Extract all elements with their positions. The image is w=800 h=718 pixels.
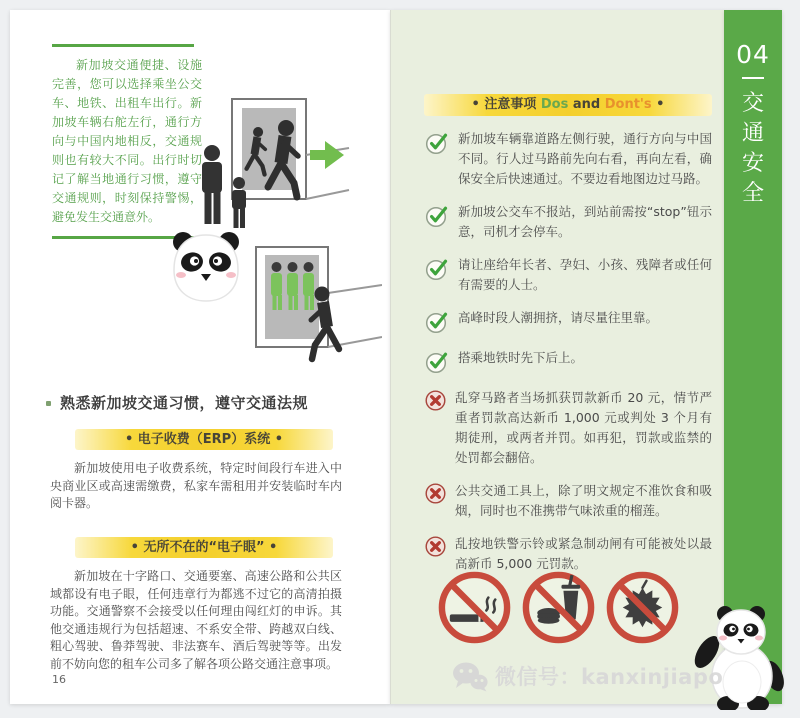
camera-heading: • 无所不在的“电子眼” • — [75, 537, 333, 558]
section-title: 熟悉新加坡交通习惯，遵守交通法规 — [46, 392, 308, 413]
camera-paragraph: 新加坡在十字路口、交通要塞、高速公路和公共区域都设有电子眼，任何违章行为都逃不过它的高清拍摄功能。交通警察不会接受以任何理由闯红灯的申诉。其他交通违规行为包括超速、不系安全带、跨越双白线、粗心驾驶、鲁莽驾驶、非法赛车、酒后驾驶等等。出发前不妨向您的租车公司多了解各项公路交通注意事项。 — [50, 569, 342, 671]
list-item-do: 高峰时段人潮拥挤，请尽量往里靠。 — [424, 308, 712, 335]
list-item-dont: 乱按地铁警示铃或紧急制动闸有可能被处以最高新币 5,000 元罚款。 — [424, 534, 712, 574]
check-circle-icon — [424, 256, 450, 282]
list-item-do: 搭乘地铁时先下后上。 — [424, 348, 712, 375]
cross-circle-icon — [424, 482, 447, 505]
page-number: 16 — [52, 673, 66, 686]
arrow-right-icon — [310, 141, 344, 169]
intro-paragraph: 新加坡交通便捷、设施完善，您可以选择乘坐公交车、地铁、出租车出行。新加坡车辆右舵左行，通行方向与中国内地相反，交通规则也有较大不同。出行时切记了解当地通行习惯，遵守交通规则，时刻保持警惕，避免发生交通意外。 — [52, 58, 202, 224]
chapter-title-char: 安 — [741, 151, 764, 176]
list-item-do: 新加坡公交车不报站，到站前需按“stop”钮示意，司机才会停车。 — [424, 202, 712, 242]
erp-heading: • 电子收费（ERP）系统 • — [75, 429, 333, 450]
wechat-watermark: 微信号：kanxinjiapo — [452, 660, 723, 692]
cross-circle-icon — [424, 389, 447, 412]
dos-donts-heading: • 注意事项 Dos and Dont's • — [424, 94, 712, 116]
check-circle-icon — [424, 309, 450, 335]
list-item-dont: 乱穿马路者当场抓获罚款新币 20 元，情节严重者罚款高达新币 1,000 元或判处 3 个月有期徒刑，或两者并罚。如再犯，罚款或监禁的处罚都会翻倍。 — [424, 388, 712, 468]
check-circle-icon — [424, 349, 450, 375]
exit-door-pictogram-icon — [198, 95, 350, 229]
no-durian-icon — [603, 568, 682, 647]
chapter-title-char: 全 — [741, 181, 764, 206]
no-smoking-icon — [435, 568, 514, 647]
panda-mascot — [686, 604, 796, 710]
tab-divider — [742, 77, 764, 79]
chapter-tab — [724, 10, 782, 704]
check-circle-icon — [424, 203, 450, 229]
chapter-number: 04 — [736, 40, 770, 69]
list-item-do: 新加坡车辆靠道路左侧行驶，通行方向与中国不同。行人过马路前先向右看，再向左看，确保安全后快速通过。不要边看地图边过马路。 — [424, 129, 712, 189]
prohibition-icons-row — [435, 568, 682, 647]
boarding-door-pictogram-icon — [240, 243, 382, 365]
wechat-icon — [452, 660, 488, 692]
no-food-drink-icon — [519, 568, 598, 647]
panda-head-mascot — [168, 230, 244, 302]
list-item-do: 请让座给年长者、孕妇、小孩、残障者或任何有需要的人士。 — [424, 255, 712, 295]
list-item-dont: 公共交通工具上，除了明文规定不准饮食和吸烟，同时也不准携带气味浓重的榴莲。 — [424, 481, 712, 521]
right-page — [390, 10, 725, 704]
check-circle-icon — [424, 130, 450, 156]
bullet-icon — [46, 401, 51, 406]
chapter-title-char: 交 — [741, 91, 764, 116]
erp-paragraph: 新加坡使用电子收费系统，特定时间段行车进入中央商业区或高速需缴费，私家车需租用并安装临时车内阅卡器。 — [50, 461, 342, 510]
left-page — [10, 10, 390, 704]
divider-rule — [52, 44, 194, 47]
dos-word: Dos — [540, 97, 569, 112]
chapter-title-char: 通 — [741, 121, 764, 146]
donts-word: Dont's — [604, 97, 652, 112]
cross-circle-icon — [424, 535, 447, 558]
